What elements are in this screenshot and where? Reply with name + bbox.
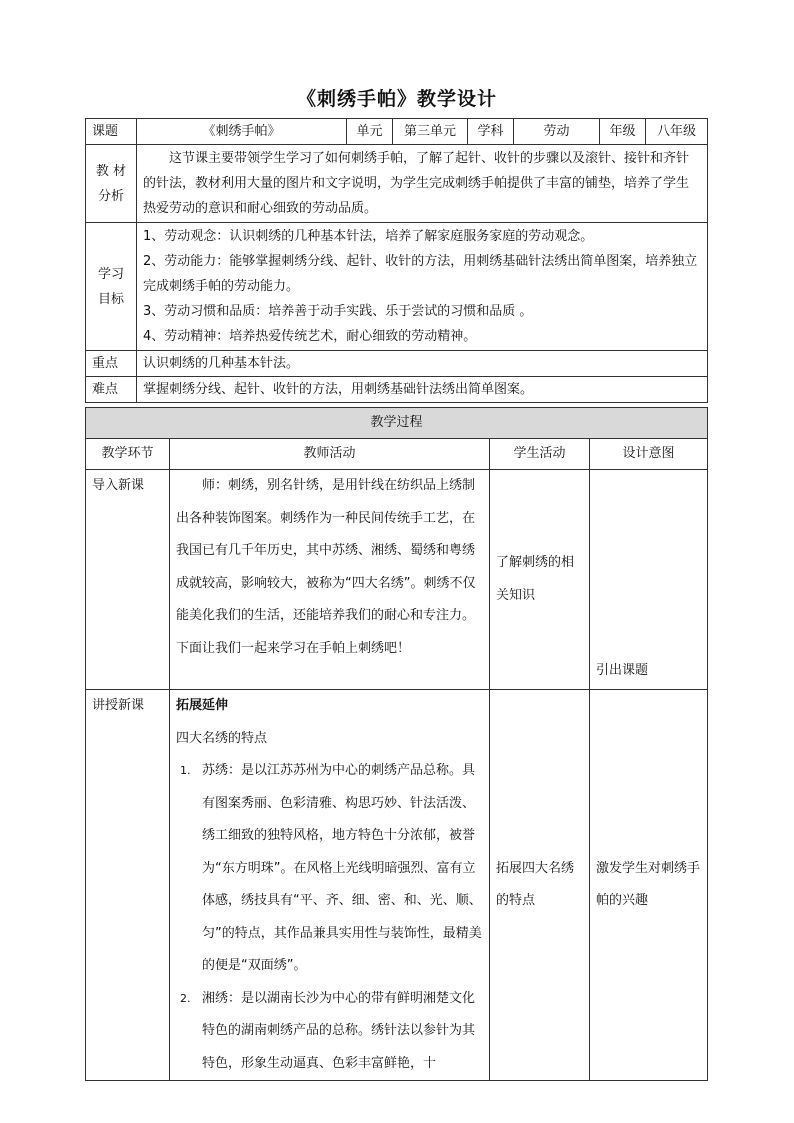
- new-lesson-row: [86, 690, 708, 1081]
- item-text: 苏绣：是以江苏苏州为中心的刺绣产品总称。具有图案秀丽、色彩清雅、构思巧妙、针法活泼、绣工细致的独特风格，地方特色十分浓郁，被誉为“东方明珠”。在风格上光线明暗强烈、富有立体感，绣技具有“平、齐、细、密、和、光、顺、匀”的特点，其作品兼具实用性与装饰性，最精美的便是“双面绣”。: [202, 763, 482, 973]
- goals-label-line-2: 目标: [97, 291, 124, 307]
- key-label: 重点: [86, 351, 137, 377]
- new-stage: 讲授新课: [86, 690, 170, 1081]
- process-band-row: [86, 408, 708, 439]
- grade-label: 年级: [600, 119, 646, 145]
- teaching-process-table: [85, 407, 708, 1081]
- item-text: 湘绣：是以湖南长沙为中心的带有鲜明湘楚文化特色的湖南刺绣产品的总称。绣针法以参针为其特色，形象生动逼真、色彩丰富鲜艳，十: [202, 990, 476, 1071]
- goal-item: 1、劳动观念：认识刺绣的几种基本针法，培养了解家庭服务家庭的劳动观念。: [143, 229, 594, 244]
- analysis-row: [86, 145, 708, 223]
- difficulty-row: [86, 377, 708, 403]
- intro-row: [86, 470, 708, 690]
- list-item: [176, 983, 483, 1081]
- difficulty-text: 掌握刺绣分线、起针、收针的方法，用刺绣基础针法绣出简单图案。: [137, 377, 708, 403]
- key-text: 认识刺绣的几种基本针法。: [137, 351, 708, 377]
- lesson-info-table: [85, 118, 708, 403]
- intro-student-activity: 了解刺绣的相关知识: [490, 470, 590, 690]
- item-number: 2.: [180, 991, 191, 1005]
- analysis-text: 这节课主要带领学生学习了如何刺绣手帕，了解了起针、收针的步骤以及滚针、接针和齐针的针法，教材利用大量的图片和文字说明，为学生完成刺绣手帕提供了丰富的铺垫，培养了学生热爱劳动的意识和耐心细致的劳动品质。: [137, 145, 708, 223]
- item-number: 1.: [180, 764, 191, 777]
- analysis-label-line-1: 教 材: [95, 163, 127, 179]
- new-design-intent: 激发学生对刺绣手帕的兴趣: [590, 690, 708, 1081]
- goals-label-line-1: 学习: [97, 266, 124, 282]
- goal-item: 3、劳动习惯和品质：培养善于动手实践、乐于尝试的习惯和品质 。: [143, 304, 533, 319]
- unit-label: 单元: [347, 119, 393, 145]
- new-teacher-activity: [170, 690, 490, 1081]
- grade-value: 八年级: [646, 119, 708, 145]
- header-stage: 教学环节: [86, 439, 170, 470]
- intro-teacher-activity: 师：刺绣，别名针绣，是用针线在纺织品上绣制出各种装饰图案。刺绣作为一种民间传统手工艺，在我国已有几千年历史，其中苏绣、湘绣、蜀绣和粤绣成就较高，影响较大，被称为“四大名绣”。刺绣不仅能美化我们的生活，还能培养我们的耐心和专注力。下面让我们一起来学习在手帕上刺绣吧！: [170, 470, 490, 690]
- goals-row: [86, 223, 708, 351]
- process-header-row: [86, 439, 708, 470]
- topic-label: 课题: [86, 119, 137, 145]
- header-student: 学生活动: [490, 439, 590, 470]
- intro-design-intent: 引出课题: [590, 470, 708, 690]
- subject-label: 学科: [468, 119, 514, 145]
- goal-item: 4、劳动精神：培养热爱传统艺术，耐心细致的劳动精神。: [143, 329, 477, 344]
- analysis-label-line-2: 分析: [97, 188, 124, 204]
- extension-heading: 拓展延伸: [176, 698, 229, 713]
- unit-value: 第三单元: [393, 119, 468, 145]
- document-title: 《刺绣手帕》教学设计: [296, 88, 497, 110]
- subject-value: 劳动: [514, 119, 600, 145]
- list-item: [176, 755, 483, 983]
- extension-subheading: 四大名绣的特点: [176, 730, 268, 746]
- analysis-label: [86, 145, 137, 223]
- intro-stage: 导入新课: [86, 470, 170, 690]
- goal-item: 2、劳动能力：能够掌握刺绣分线、起针、收针的方法，用刺绣基础针法绣出简单图案，培养独立完成刺绣手帕的劳动能力。: [143, 254, 698, 294]
- topic-row: [86, 119, 708, 145]
- header-teacher: 教师活动: [170, 439, 490, 470]
- new-student-activity: 拓展四大名绣的特点: [490, 690, 590, 1081]
- key-point-row: [86, 351, 708, 377]
- embroidery-list: [176, 755, 483, 1080]
- difficulty-label: 难点: [86, 377, 137, 403]
- process-band: 教学过程: [86, 408, 708, 439]
- topic-value: 《刺绣手帕》: [137, 119, 347, 145]
- header-intent: 设计意图: [590, 439, 708, 470]
- goals-label: [86, 223, 137, 351]
- goals-list: [137, 223, 708, 351]
